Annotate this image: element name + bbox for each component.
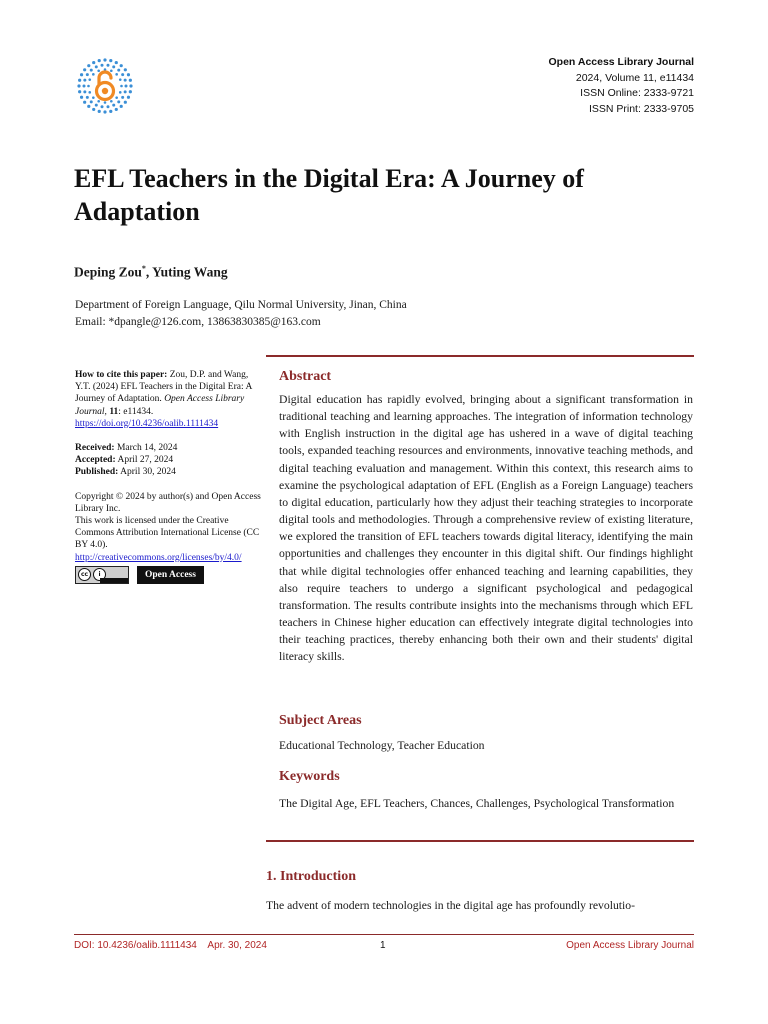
logo-dot <box>77 84 80 87</box>
accepted-line <box>75 454 263 466</box>
logo-dot <box>109 110 112 113</box>
published-line <box>75 466 263 478</box>
accepted-date: April 27, 2024 <box>117 455 174 466</box>
logo-dot <box>110 100 113 103</box>
footer-journal: Open Access Library Journal <box>566 940 694 951</box>
logo-dot <box>98 110 101 113</box>
issn-print: ISSN Print: 2333-9705 <box>588 102 694 115</box>
logo-dot <box>83 68 86 71</box>
logo-dot <box>101 105 104 108</box>
logo-dot <box>88 91 91 94</box>
cite-volume: 11 <box>109 406 119 417</box>
logo-dot <box>109 59 112 62</box>
copyright: Copyright © 2024 by author(s) and Open Access Library Inc. <box>75 491 261 514</box>
logo-dot <box>121 96 124 99</box>
logo-dot <box>124 79 127 82</box>
logo-dot <box>115 108 118 111</box>
subject-areas-text: Educational Technology, Teacher Education <box>279 739 485 752</box>
journal-volume: 2024, Volume 11, e11434 <box>575 71 694 84</box>
top-rule <box>266 355 694 357</box>
cc-license-link[interactable]: http://creativecommons.org/licenses/by/4.0/ <box>75 552 242 563</box>
open-access-badge[interactable]: Open Access <box>137 566 204 584</box>
logo-dot <box>103 110 106 113</box>
journal-name: Open Access Library Journal <box>548 56 694 68</box>
journal-logo-icon <box>76 57 134 115</box>
logo-dot <box>104 101 107 104</box>
logo-dot <box>103 58 106 61</box>
logo-dot <box>124 68 127 71</box>
logo-dot <box>127 96 130 99</box>
logo-dot <box>117 100 120 103</box>
logo-dot <box>92 96 95 99</box>
cc-by-badge[interactable] <box>75 566 129 584</box>
department: Department of Foreign Language, Qilu Normal University, Jinan, China <box>75 299 407 311</box>
logo-dot <box>127 73 130 76</box>
authors <box>74 264 228 281</box>
logo-dot <box>83 85 86 88</box>
doi-link[interactable]: https://doi.org/10.4236/oalib.1111434 <box>75 418 219 429</box>
received-label: Received: <box>75 443 115 454</box>
cite-label: How to cite this paper: <box>75 370 168 380</box>
cite-article: : e11434. <box>118 406 154 417</box>
logo-dot <box>78 90 81 93</box>
abstract-text: Digital education has rapidly evolved, bringing about a significant transformation in traditional teaching and learning approaches. The integration of information technology with English instruction in the digital age has ushered in a wave of digital teaching tools, expanded teaching resources and environments, innovative teaching methods, and digital teaching evaluation and management. Within this context, this research aims to examine the psychological adaptation of EFL (English as a Foreign Language) teachers to digital education, particularly how they adjust their teaching strategies to incorporate digital tools and methodologies. Through a comprehensive review of existing literature, we explored the transition of EFL teachers towards digital literacy, identifying the main opportunities and challenges they encounter in this digital shift. Our findings highlight that while digital technologies offer enhanced teaching and learning capabilities, they also require teachers to undergo a significant psychological and pedagogical transformation. The results contribute insights into the mechanisms through which EFL teachers in Chinese higher education can effectively integrate digital technologies into their teaching practices, thereby enhancing both their own and their students' digital literacy skills. <box>279 393 693 664</box>
by-person-icon: i <box>93 568 106 581</box>
logo-dot <box>80 96 83 99</box>
logo-dot <box>124 101 127 104</box>
logo-dot <box>129 84 132 87</box>
abstract-heading: Abstract <box>279 369 332 384</box>
logo-dot <box>115 61 118 64</box>
logo-dot <box>112 104 115 107</box>
logo-dot <box>120 64 123 67</box>
logo-dot <box>121 73 124 76</box>
logo-dot <box>101 64 104 67</box>
logo-dot <box>80 73 83 76</box>
logo-dot <box>88 78 91 81</box>
affiliation <box>75 297 407 331</box>
logo-dot <box>119 91 122 94</box>
logo-dot <box>92 61 95 64</box>
logo-dot <box>95 104 98 107</box>
logo-dot <box>83 101 86 104</box>
page-footer <box>74 940 694 954</box>
footer-rule <box>74 934 694 935</box>
logo-dot <box>87 105 90 108</box>
subject-areas-heading: Subject Areas <box>279 713 362 728</box>
logo-dot <box>124 90 127 93</box>
logo-dot <box>98 59 101 62</box>
published-date: April 30, 2024 <box>120 467 176 478</box>
email: Email: *dpangle@126.com, 13863830385@163.com <box>75 316 321 328</box>
introduction-text: The advent of modern technologies in the digital age has profoundly revolutio- <box>266 899 636 912</box>
received-date: March 14, 2024 <box>116 443 178 454</box>
logo-dot <box>83 79 86 82</box>
issn-online: ISSN Online: 2333-9721 <box>580 87 694 99</box>
keywords-heading: Keywords <box>279 769 340 784</box>
logo-dot <box>86 96 89 99</box>
logo-dot <box>106 105 109 108</box>
logo-dot <box>125 85 128 88</box>
logo-dot <box>110 69 113 72</box>
author-1: Deping Zou <box>74 264 142 280</box>
journal-meta <box>394 55 694 117</box>
logo-dot <box>129 90 132 93</box>
paper-title: EFL Teachers in the Digital Era: A Journey of Adaptation <box>74 164 584 226</box>
logo-dot <box>97 69 100 72</box>
logo-dot <box>120 105 123 108</box>
logo-dot <box>95 65 98 68</box>
logo-dot <box>92 108 95 111</box>
logo-dot <box>112 65 115 68</box>
logo-dot <box>78 79 81 82</box>
author-sep: , <box>145 264 153 280</box>
by-strip <box>100 578 128 583</box>
corresponding-mark: * <box>141 264 146 273</box>
logo-dot <box>90 69 93 72</box>
author-2: Yuting Wang <box>152 264 228 280</box>
logo-dot <box>129 79 132 82</box>
logo-dot <box>92 73 95 76</box>
logo-dot <box>106 64 109 67</box>
logo-dot <box>97 100 100 103</box>
cc-icon: cc <box>78 568 91 581</box>
logo-dot <box>87 64 90 67</box>
logo-dot <box>90 100 93 103</box>
logo-dot <box>119 78 122 81</box>
accepted-label: Accepted: <box>75 455 116 466</box>
logo-dot <box>87 85 90 88</box>
received-line <box>75 442 263 454</box>
logo-dot <box>115 73 118 76</box>
license: This work is licensed under the Creative Commons Attribution International License (CC BY 4.0). <box>75 516 260 551</box>
published-label: Published: <box>75 467 119 478</box>
license-badges <box>75 566 263 584</box>
introduction-heading: 1. Introduction <box>266 869 356 884</box>
bottom-rule <box>266 840 694 842</box>
logo-dot <box>83 90 86 93</box>
page-number: 1 <box>380 940 386 951</box>
logo-dot <box>117 69 120 72</box>
cite-journal: Open Access Library Journal, <box>75 394 245 417</box>
logo-dot <box>115 96 118 99</box>
logo-dot <box>120 85 123 88</box>
citation <box>75 369 263 430</box>
cite-text: Zou, D.P. and Wang, Y.T. (2024) EFL Teachers in the Digital Era: A Journey of Adaptation. <box>75 370 252 405</box>
sidebar-info <box>75 369 263 584</box>
logo-dot <box>86 73 89 76</box>
keywords-text: The Digital Age, EFL Teachers, Chances, Challenges, Psychological Transformation <box>279 797 675 810</box>
footer-doi: DOI: 10.4236/oalib.1111434 Apr. 30, 2024 <box>74 940 267 951</box>
